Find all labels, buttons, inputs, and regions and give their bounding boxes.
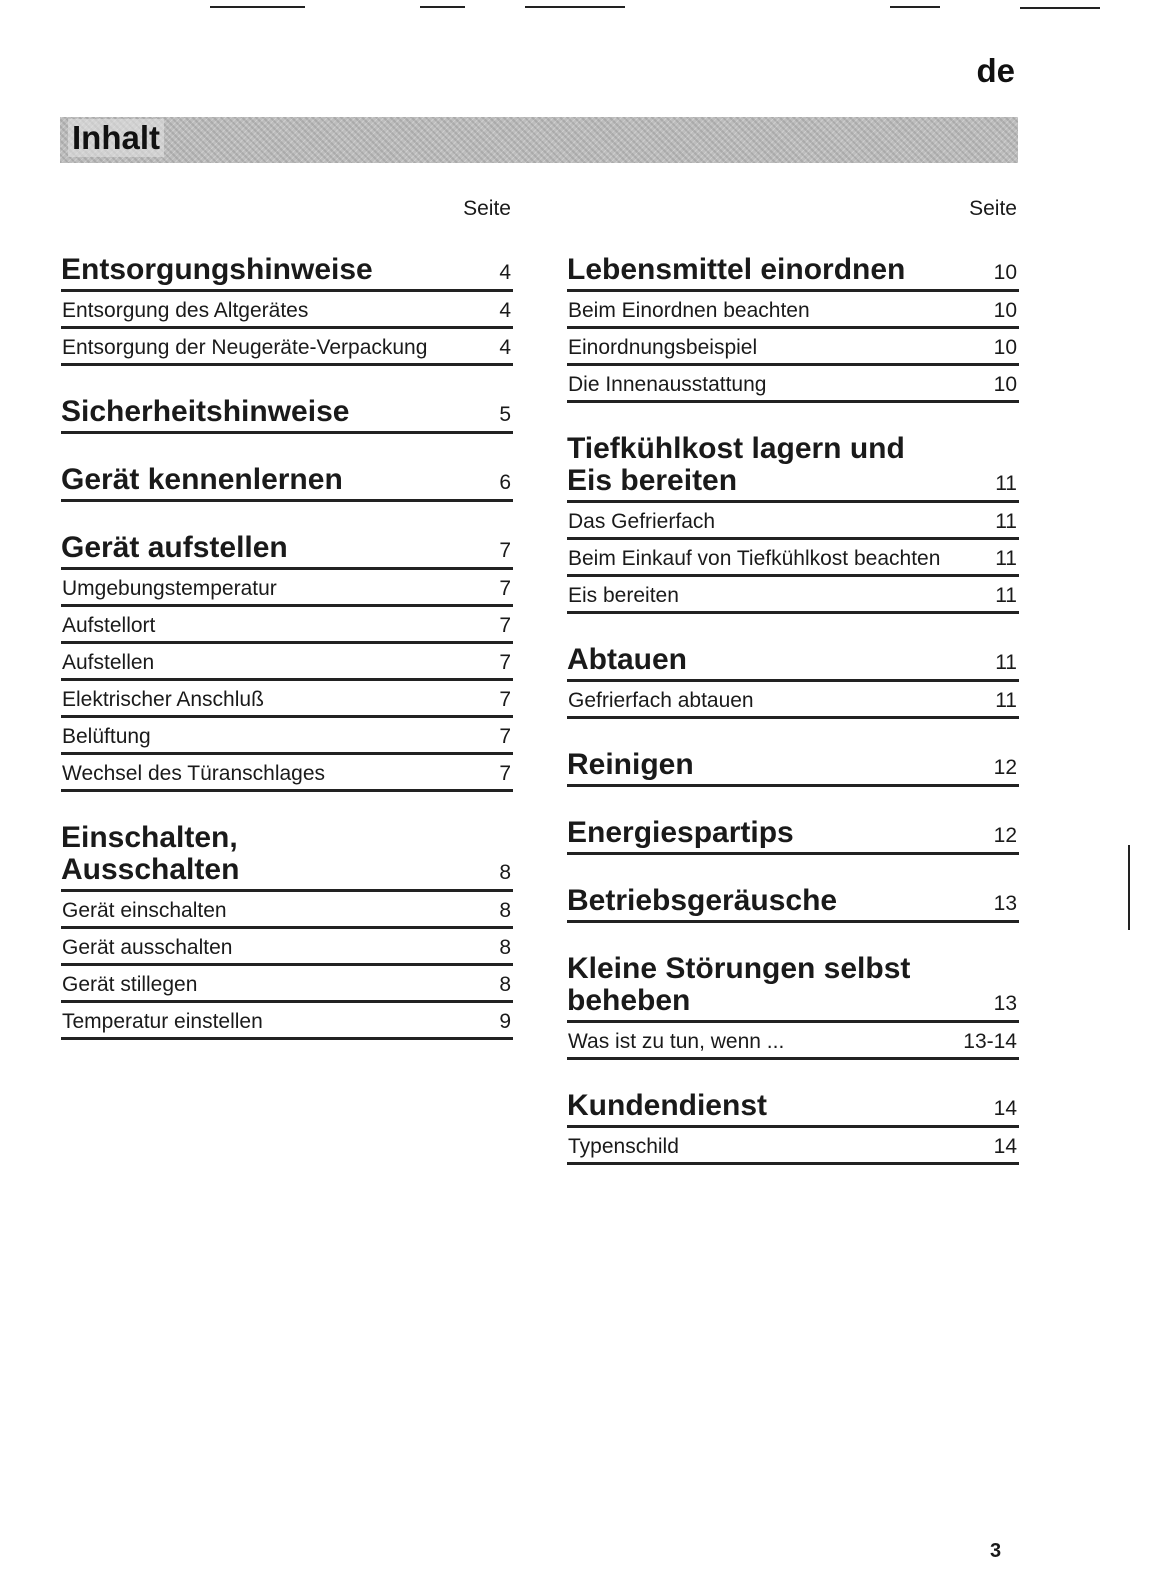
toc-section: [567, 433, 1019, 614]
toc-section-title: Gerät kennenlernen: [61, 463, 343, 496]
toc-section-page: 12: [993, 756, 1017, 779]
toc-entry[interactable]: [567, 682, 1019, 719]
toc-entry-label: Einordnungsbeispiel: [568, 336, 758, 359]
toc-entry-label: Was ist zu tun, wenn ...: [568, 1030, 785, 1053]
toc-section-title: Kleine Störungen selbst beheben: [567, 952, 911, 1017]
toc-entry-page: 11: [995, 584, 1017, 607]
toc-section-page: 13: [993, 892, 1017, 915]
toc-entry-page: 7: [499, 614, 511, 637]
toc-section-title: Einschalten, Ausschalten: [61, 821, 240, 886]
toc-section-title: Tiefkühlkost lagern und Eis bereiten: [567, 432, 905, 497]
toc-entry-label: Beim Einkauf von Tiefkühlkost beachten: [568, 547, 941, 570]
toc-section-heading[interactable]: [61, 396, 513, 434]
scan-mark: [210, 6, 305, 8]
toc-entry[interactable]: [567, 366, 1019, 403]
toc-section: [61, 254, 513, 366]
toc-section: [567, 254, 1019, 403]
toc-entry[interactable]: [61, 607, 513, 644]
toc-entry-page: 9: [499, 1010, 511, 1033]
toc-section-title: Reinigen: [567, 748, 694, 781]
toc-section-page: 14: [993, 1097, 1017, 1120]
page-column-header: Seite: [463, 197, 511, 220]
toc-entry-page: 7: [499, 577, 511, 600]
toc-section-title: Entsorgungshinweise: [61, 253, 373, 286]
toc-section-page: 12: [993, 824, 1017, 847]
toc-entry-label: Das Gefrierfach: [568, 510, 716, 533]
toc-entry-page: 11: [995, 547, 1017, 570]
toc-entry[interactable]: [61, 718, 513, 755]
language-tag: de: [976, 52, 1015, 89]
toc-entry[interactable]: [61, 644, 513, 681]
toc-section: [61, 532, 513, 792]
toc-section-page: 5: [499, 403, 511, 426]
toc-section-page: 6: [499, 471, 511, 494]
toc-entry-label: Gerät ausschalten: [62, 936, 233, 959]
toc-entry-label: Umgebungstemperatur: [62, 577, 277, 600]
toc-section-heading[interactable]: [567, 254, 1019, 292]
scan-mark: [525, 6, 625, 8]
toc-entry[interactable]: [567, 577, 1019, 614]
toc-section-heading[interactable]: [61, 822, 513, 892]
scan-mark: [1128, 845, 1130, 930]
toc-section-title: Energiespartips: [567, 816, 794, 849]
toc-entry-label: Temperatur einstellen: [62, 1010, 263, 1033]
toc-entry[interactable]: [567, 540, 1019, 577]
toc-entry[interactable]: [567, 329, 1019, 366]
toc-entry-label: Die Innenausstattung: [568, 373, 767, 396]
scan-mark: [890, 6, 940, 8]
toc-section: [61, 822, 513, 1040]
toc-entry[interactable]: [61, 292, 513, 329]
toc-entry-label: Entsorgung der Neugeräte-Verpackung: [62, 336, 428, 359]
toc-section: [61, 464, 513, 502]
toc-section-page: 11: [995, 651, 1017, 674]
toc-entry[interactable]: [61, 892, 513, 929]
toc-left-column: [61, 194, 513, 1040]
toc-entry[interactable]: [61, 755, 513, 792]
toc-section-page: 8: [499, 861, 511, 884]
toc-entry-label: Belüftung: [62, 725, 151, 748]
toc-entry-label: Beim Einordnen beachten: [568, 299, 810, 322]
page-number: 3: [990, 1540, 1002, 1562]
toc-entry-page: 7: [499, 651, 511, 674]
toc-entry-page: 8: [499, 936, 511, 959]
toc-entry-label: Gerät stillegen: [62, 973, 198, 996]
contents-title: Inhalt: [68, 119, 164, 157]
toc-entry-page: 7: [499, 725, 511, 748]
toc-section-title: Gerät aufstellen: [61, 531, 288, 564]
toc-section-heading[interactable]: [567, 433, 1019, 503]
toc-entry[interactable]: [567, 292, 1019, 329]
toc-right-column: [567, 194, 1019, 1165]
toc-entry[interactable]: [61, 929, 513, 966]
toc-section: [567, 644, 1019, 719]
toc-entry[interactable]: [61, 966, 513, 1003]
scan-mark: [1020, 7, 1100, 9]
toc-section-page: 10: [993, 261, 1017, 284]
toc-entry[interactable]: [567, 503, 1019, 540]
toc-section-heading[interactable]: [61, 464, 513, 502]
toc-entry-label: Typenschild: [568, 1135, 679, 1158]
toc-section: [567, 1090, 1019, 1165]
toc-entry-page: 8: [499, 973, 511, 996]
toc-section-heading[interactable]: [567, 1090, 1019, 1128]
toc-entry[interactable]: [567, 1023, 1019, 1060]
toc-entry-page: 8: [499, 899, 511, 922]
toc-entry-page: 4: [499, 299, 511, 322]
toc-section-heading[interactable]: [567, 953, 1019, 1023]
toc-entry-page: 11: [995, 510, 1017, 533]
toc-entry[interactable]: [61, 329, 513, 366]
toc-entry-page: 4: [499, 336, 511, 359]
toc-section-page: 13: [993, 992, 1017, 1015]
toc-entry-label: Aufstellort: [62, 614, 156, 637]
toc-entry-page: 13-14: [963, 1030, 1017, 1053]
toc-entry-label: Elektrischer Anschluß: [62, 688, 264, 711]
toc-section: [567, 885, 1019, 923]
toc-entry-page: 7: [499, 762, 511, 785]
toc-section-title: Lebensmittel einordnen: [567, 253, 906, 286]
toc-section-heading[interactable]: [567, 644, 1019, 682]
page-column-header: Seite: [969, 197, 1017, 220]
toc-section-page: 7: [499, 539, 511, 562]
toc-entry-page: 10: [993, 336, 1017, 359]
toc-entry[interactable]: [61, 570, 513, 607]
toc-section: [567, 953, 1019, 1060]
contents-banner: [60, 117, 1018, 163]
toc-section-title: Betriebsgeräusche: [567, 884, 838, 917]
toc-section-page: 11: [995, 472, 1017, 495]
toc-section-heading[interactable]: [61, 532, 513, 570]
toc-entry-label: Gerät einschalten: [62, 899, 227, 922]
toc-section-heading[interactable]: [567, 749, 1019, 787]
toc-entry[interactable]: [61, 681, 513, 718]
toc-section-heading[interactable]: [61, 254, 513, 292]
toc-entry-page: 7: [499, 688, 511, 711]
toc-section: [61, 396, 513, 434]
toc-section-title: Sicherheitshinweise: [61, 395, 350, 428]
toc-section-heading[interactable]: [567, 885, 1019, 923]
toc-entry-label: Aufstellen: [62, 651, 155, 674]
toc-section-title: Abtauen: [567, 643, 687, 676]
scan-mark: [420, 6, 465, 8]
toc-entry-page: 10: [993, 299, 1017, 322]
toc-section-heading[interactable]: [567, 817, 1019, 855]
toc-entry-page: 14: [993, 1135, 1017, 1158]
toc-section: [567, 749, 1019, 787]
toc-entry[interactable]: [567, 1128, 1019, 1165]
toc-entry-label: Gefrierfach abtauen: [568, 689, 754, 712]
toc-section-page: 4: [499, 261, 511, 284]
toc-entry[interactable]: [61, 1003, 513, 1040]
toc-section: [567, 817, 1019, 855]
toc-entry-page: 10: [993, 373, 1017, 396]
toc-entry-label: Eis bereiten: [568, 584, 679, 607]
toc-entry-label: Entsorgung des Altgerätes: [62, 299, 309, 322]
toc-entry-label: Wechsel des Türanschlages: [62, 762, 326, 785]
toc-entry-page: 11: [995, 689, 1017, 712]
toc-section-title: Kundendienst: [567, 1089, 767, 1122]
